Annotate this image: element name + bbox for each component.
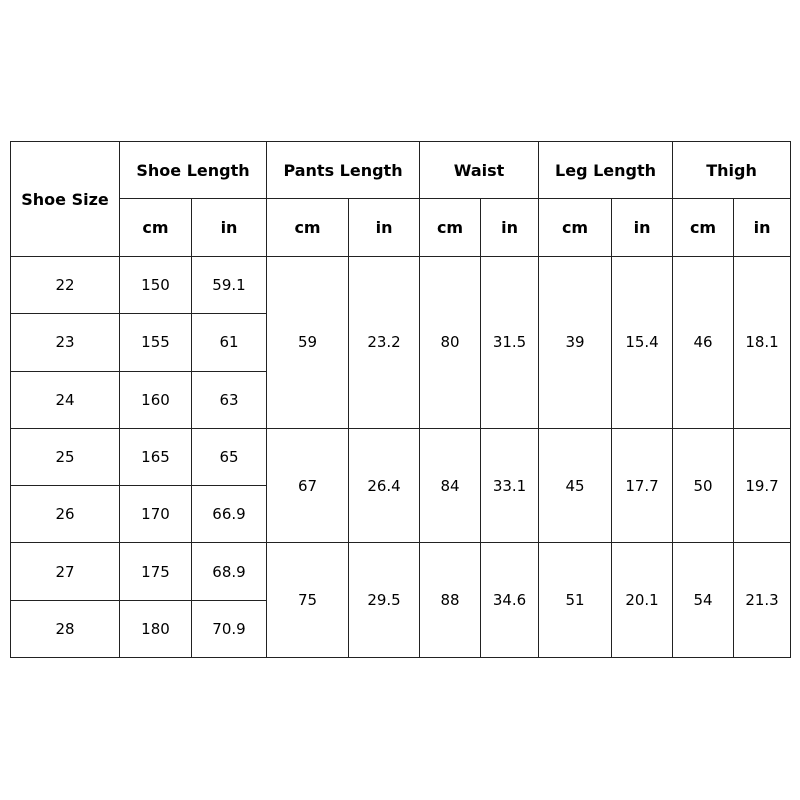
cell-shoe-in: 66.9: [192, 486, 267, 543]
cell-leg-cm: 39: [539, 257, 612, 429]
unit-leg-cm: cm: [539, 199, 612, 257]
cell-size: 28: [11, 600, 120, 657]
header-pants-length: Pants Length: [267, 142, 420, 199]
cell-leg-in: 20.1: [612, 543, 673, 658]
cell-waist-cm: 88: [420, 543, 481, 658]
cell-shoe-in: 61: [192, 314, 267, 371]
cell-pants-cm: 67: [267, 428, 349, 543]
cell-thigh-cm: 46: [673, 257, 734, 429]
unit-pants-cm: cm: [267, 199, 349, 257]
cell-size: 23: [11, 314, 120, 371]
cell-waist-in: 33.1: [481, 428, 539, 543]
header-shoe-size: Shoe Size: [11, 142, 120, 257]
cell-leg-in: 17.7: [612, 428, 673, 543]
unit-thigh-in: in: [734, 199, 791, 257]
cell-thigh-in: 21.3: [734, 543, 791, 658]
cell-shoe-cm: 180: [120, 600, 192, 657]
cell-shoe-cm: 155: [120, 314, 192, 371]
unit-waist-in: in: [481, 199, 539, 257]
unit-pants-in: in: [349, 199, 420, 257]
cell-thigh-cm: 54: [673, 543, 734, 658]
cell-leg-cm: 51: [539, 543, 612, 658]
unit-shoe-in: in: [192, 199, 267, 257]
cell-size: 24: [11, 371, 120, 428]
table-row: [11, 428, 791, 485]
cell-waist-cm: 84: [420, 428, 481, 543]
cell-pants-in: 29.5: [349, 543, 420, 658]
table-row: [11, 257, 791, 314]
cell-size: 22: [11, 257, 120, 314]
cell-pants-cm: 59: [267, 257, 349, 429]
cell-thigh-cm: 50: [673, 428, 734, 543]
header-shoe-length: Shoe Length: [120, 142, 267, 199]
cell-shoe-cm: 165: [120, 428, 192, 485]
cell-shoe-cm: 175: [120, 543, 192, 600]
cell-waist-cm: 80: [420, 257, 481, 429]
cell-pants-cm: 75: [267, 543, 349, 658]
unit-leg-in: in: [612, 199, 673, 257]
header-row-groups: [11, 142, 791, 199]
cell-pants-in: 26.4: [349, 428, 420, 543]
cell-leg-in: 15.4: [612, 257, 673, 429]
unit-shoe-cm: cm: [120, 199, 192, 257]
cell-size: 27: [11, 543, 120, 600]
cell-shoe-in: 70.9: [192, 600, 267, 657]
cell-waist-in: 31.5: [481, 257, 539, 429]
cell-shoe-cm: 170: [120, 486, 192, 543]
cell-shoe-cm: 150: [120, 257, 192, 314]
header-row-units: [11, 199, 791, 257]
unit-waist-cm: cm: [420, 199, 481, 257]
unit-thigh-cm: cm: [673, 199, 734, 257]
header-leg-length: Leg Length: [539, 142, 673, 199]
cell-shoe-in: 68.9: [192, 543, 267, 600]
cell-thigh-in: 18.1: [734, 257, 791, 429]
cell-size: 25: [11, 428, 120, 485]
header-waist: Waist: [420, 142, 539, 199]
cell-shoe-in: 59.1: [192, 257, 267, 314]
cell-size: 26: [11, 486, 120, 543]
size-chart-table: [10, 141, 791, 658]
cell-shoe-cm: 160: [120, 371, 192, 428]
header-thigh: Thigh: [673, 142, 791, 199]
cell-thigh-in: 19.7: [734, 428, 791, 543]
cell-waist-in: 34.6: [481, 543, 539, 658]
cell-shoe-in: 65: [192, 428, 267, 485]
cell-shoe-in: 63: [192, 371, 267, 428]
cell-pants-in: 23.2: [349, 257, 420, 429]
cell-leg-cm: 45: [539, 428, 612, 543]
table-row: [11, 543, 791, 600]
